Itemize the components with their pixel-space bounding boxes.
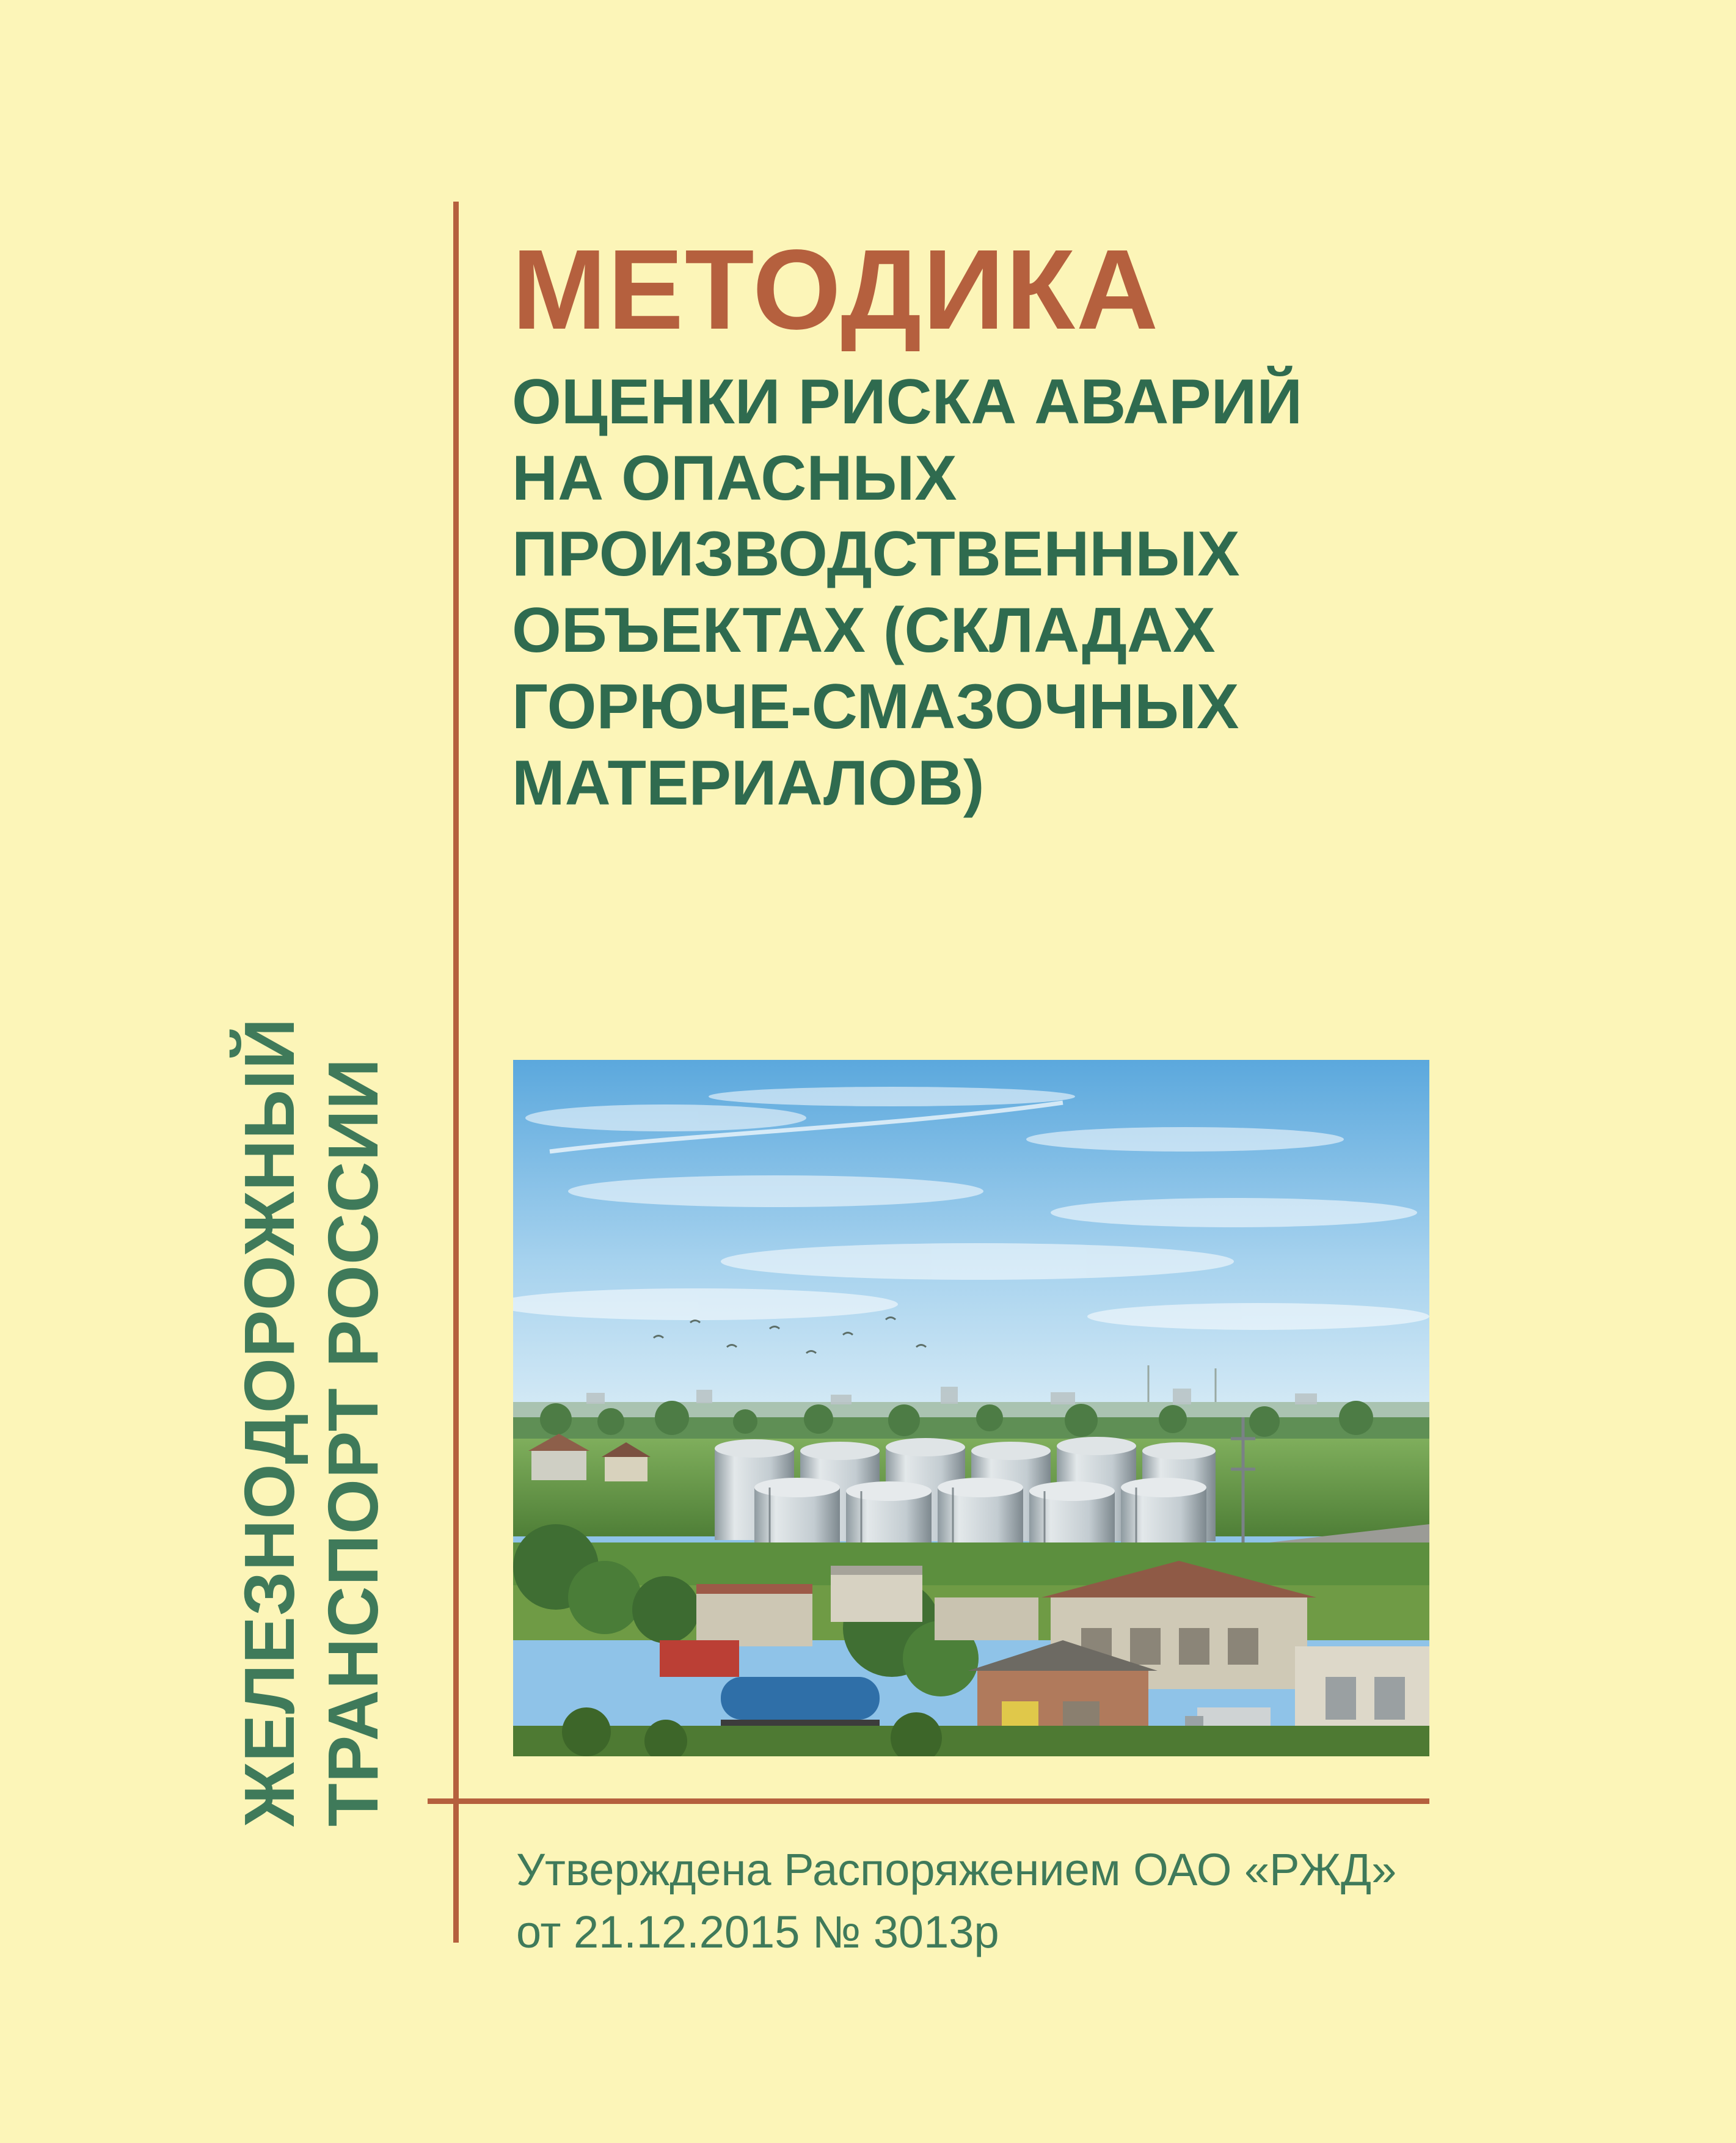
cover-photo xyxy=(513,1060,1429,1756)
title-main: МЕТОДИКА xyxy=(512,227,1160,353)
approval-line-2: от 21.12.2015 № 3013р xyxy=(516,1907,999,1958)
spine-title xyxy=(183,202,440,1827)
approval-line-1: Утверждена Распоряжением ОАО «РЖД» xyxy=(516,1844,1397,1895)
page-title xyxy=(512,227,1440,822)
cover-photo-illustration xyxy=(513,1060,1429,1756)
vertical-divider xyxy=(453,202,459,1943)
title-subtitle-line-5: ГОРЮЧЕ-СМАЗОЧНЫХ xyxy=(512,671,1239,742)
spine-title-line-2: ТРАНСПОРТ РОССИИ xyxy=(313,1057,393,1827)
title-subtitle-line-3: ПРОИЗВОДСТВЕННЫХ xyxy=(512,519,1240,590)
spine-title-line-1: ЖЕЛЕЗНОДОРОЖНЫЙ xyxy=(230,1017,310,1827)
title-subtitle-line-1: ОЦЕНКИ РИСКА АВАРИЙ xyxy=(512,366,1303,437)
approval-note xyxy=(516,1839,1493,1963)
title-subtitle xyxy=(512,364,1440,822)
title-subtitle-line-6: МАТЕРИАЛОВ) xyxy=(512,747,985,819)
title-subtitle-line-4: ОБЪЕКТАХ (СКЛАДАХ xyxy=(512,595,1216,666)
title-subtitle-line-2: НА ОПАСНЫХ xyxy=(512,442,957,514)
horizontal-divider xyxy=(428,1798,1429,1804)
